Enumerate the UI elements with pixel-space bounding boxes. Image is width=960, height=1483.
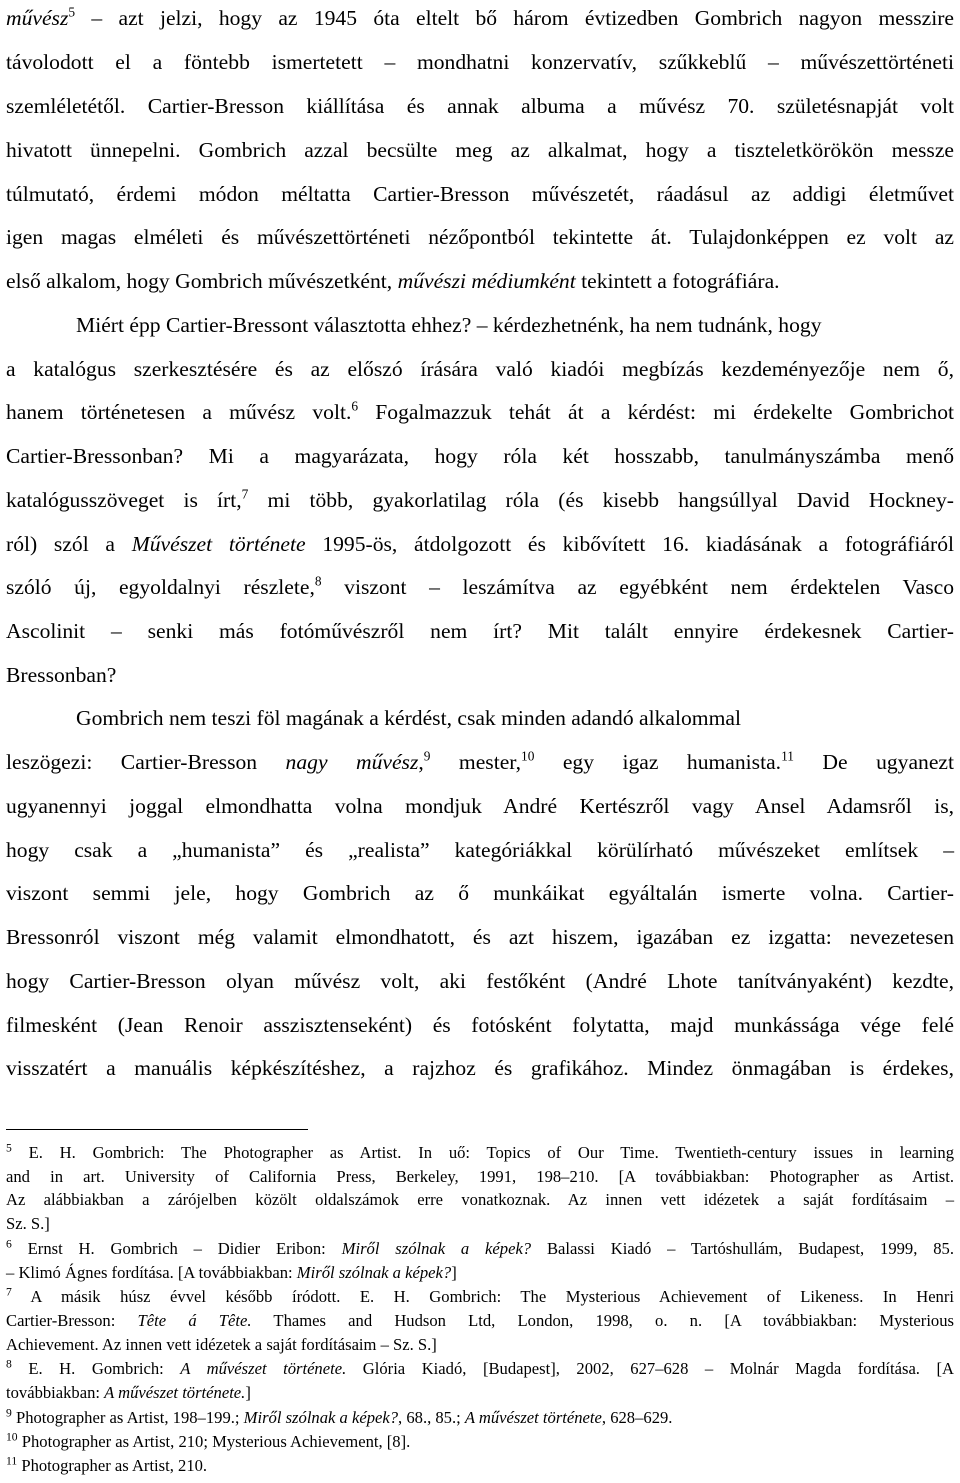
text-run: Thames and Hudson Ltd, London, 1998, o. n. [A továbbiakban: Mysterious: [251, 1311, 954, 1330]
text-line: visszatért a manuális képkészítéshez, a rajzhoz és grafikához. Mindez önmagában is érdekes,: [6, 1056, 954, 1080]
italic-term: nagy művész: [285, 750, 419, 774]
footnote-line: Az alábbiakban a zárójelben közölt oldalszámok erre vonatkoznak. Az innen vett idézetek a saját fordításaim –: [6, 1190, 954, 1209]
text-run: mester,: [430, 750, 522, 774]
text-run: E. H. Gombrich:: [11, 1359, 181, 1378]
italic-title: A művészet története: [464, 1408, 602, 1427]
text-line: igen magas elméleti és művészettörténeti nézőpontból tekintette át. Tulajdonképpen ez volt az: [6, 225, 954, 249]
footnote-separator: [6, 1129, 308, 1130]
italic-term: művész: [6, 6, 69, 30]
text-line: ugyanennyi joggal elmondhatta volna mondjuk André Kertészről vagy Ansel Adamsről is,: [6, 794, 954, 818]
text-run: – Klimó Ágnes fordítása. [A továbbiakban:: [6, 1263, 297, 1282]
italic-title: Miről szólnak a képek?: [296, 1263, 452, 1282]
text-line: Miért épp Cartier-Bressont választotta ehhez? – kérdezhetnénk, ha nem tudnánk, hogy: [76, 313, 822, 337]
footnote-number: 9: [6, 1406, 12, 1420]
footnote-number: 6: [6, 1237, 12, 1251]
italic-title: Miről szólnak a képek?: [341, 1239, 532, 1258]
text-run: Photographer as Artist, 198–199.;: [11, 1408, 244, 1427]
text-run: ról) szól a: [6, 532, 132, 556]
footnote-line: [6, 1286, 954, 1308]
footnote-ref[interactable]: 11: [781, 748, 794, 764]
footnote-line: [6, 1407, 954, 1429]
text-run: tekintett a fotográfiára.: [575, 269, 780, 293]
text-run: 1995-ös, átdolgozott és kibővített 16. kiadásának a fotográfiáról: [305, 532, 954, 556]
footnote-number: 10: [6, 1430, 18, 1444]
text-run: Photographer as Artist, 210; Mysterious Achievement, [8].: [17, 1432, 411, 1451]
text-run: De ugyanezt: [793, 750, 955, 774]
text-run: továbbiakban:: [6, 1383, 105, 1402]
footnote-number: 7: [6, 1285, 12, 1299]
text-line: hogy Cartier-Bresson olyan művész volt, aki festőként (André Lhote tanítványaként) kezdte,: [6, 969, 954, 993]
text-line: Bressonról viszont még valamit elmondhatott, és azt hiszem, igazában ez izgatta: nevezetesen: [6, 925, 954, 949]
footnote-ref[interactable]: 7: [241, 486, 249, 502]
text-line: [6, 3, 954, 33]
footnote-line: [6, 1382, 954, 1404]
text-run: – azt jelzi, hogy az 1945 óta eltelt bő három évtizedben Gombrich nagyon messzire: [75, 6, 954, 30]
text-run: szóló új, egyoldalnyi részlete,: [6, 575, 315, 599]
footnote-line: [6, 1142, 954, 1164]
text-run: viszont – leszámítva az egyébként nem érdektelen Vasco: [321, 575, 955, 599]
italic-term: művészi médiumként: [397, 269, 576, 293]
italic-title: A művészet története.: [104, 1383, 246, 1402]
text-line: [6, 529, 954, 559]
text-run: ]: [245, 1383, 251, 1402]
text-line: [6, 747, 954, 777]
text-run: , 68., 85.;: [398, 1408, 465, 1427]
footnote-line: [6, 1310, 954, 1332]
footnote-ref[interactable]: 5: [68, 4, 76, 20]
text-run: Fogalmazzuk tehát át a kérdést: mi érdekelte Gombrichot: [358, 400, 954, 424]
footnote-number: 11: [6, 1454, 18, 1468]
footnote-line: Achievement. Az innen vett idézetek a saját fordításaim – Sz. S.]: [6, 1335, 437, 1354]
text-run: hanem történetesen a művész volt.: [6, 400, 352, 424]
text-line: viszont semmi jele, hogy Gombrich az ő munkáikat egyáltalán ismerte volna. Cartier-: [6, 881, 954, 905]
text-run: E. H. Gombrich: The Photographer as Artist. In uő: Topics of Our Time. Twentieth-century issues in learning: [11, 1143, 954, 1162]
footnote-line: [6, 1455, 954, 1477]
text-run: A másik húsz évvel később íródott. E. H. Gombrich: The Mysterious Achievement of Likeness. In Henri: [11, 1287, 954, 1306]
text-line: hogy csak a „humanista” és „realista” kategóriákkal körülírható művészeket említsek –: [6, 838, 954, 862]
text-run: Photographer as Artist, 210.: [17, 1456, 208, 1475]
text-run: , 628–629.: [601, 1408, 673, 1427]
italic-title: A művészet története.: [180, 1359, 347, 1378]
text-run: egy igaz humanista.: [534, 750, 782, 774]
text-run: Cartier-Bresson:: [6, 1311, 138, 1330]
text-line: Gombrich nem teszi föl magának a kérdést, csak minden adandó alkalommal: [76, 706, 741, 730]
footnote-line: [6, 1262, 954, 1284]
text-run: Ernst H. Gombrich – Didier Eribon:: [11, 1239, 342, 1258]
footnote-ref[interactable]: 6: [351, 398, 359, 414]
footnote-number: 5: [6, 1141, 12, 1155]
text-line: [6, 572, 954, 602]
footnote-line: [6, 1431, 954, 1453]
footnote-line: [6, 1358, 954, 1380]
text-run: első alkalom, hogy Gombrich művészetként,: [6, 269, 398, 293]
text-line: [6, 397, 954, 427]
text-line: Bressonban?: [6, 663, 117, 687]
italic-title: Művészet története: [131, 532, 306, 556]
text-run: Glória Kiadó, [Budapest], 2002, 627–628 – Molnár Magda fordítása. [A: [346, 1359, 955, 1378]
text-run: mi több, gyakorlatilag róla (és kisebb hangsúllyal David Hockney-: [248, 488, 955, 512]
footnote-ref[interactable]: 8: [314, 573, 322, 589]
text-run: Balassi Kiadó – Tartóshullám, Budapest, 1999, 85.: [531, 1239, 954, 1258]
text-run: ]: [451, 1263, 457, 1282]
text-line: [6, 266, 954, 296]
text-line: Cartier-Bressonban? Mi a magyarázata, hogy róla két hosszabb, tanulmányszámba menő: [6, 444, 954, 468]
text-line: túlmutató, érdemi módon méltatta Cartier-Bresson művészetét, ráadásul az addigi életművet: [6, 182, 954, 206]
italic-title: Tête á Tête.: [137, 1311, 252, 1330]
text-line: Ascolinit – senki más fotóművészről nem írt? Mit talált ennyire érdekesnek Cartier-: [6, 619, 954, 643]
text-run: leszögezi: Cartier-Bresson: [6, 750, 286, 774]
footnote-line: and in art. University of California Press, Berkeley, 1991, 198–210. [A továbbiakban: Photographer as Artist.: [6, 1167, 954, 1186]
footnote-number: 8: [6, 1357, 12, 1371]
footnote-ref[interactable]: 10: [521, 748, 535, 764]
footnote-ref[interactable]: 9: [423, 748, 431, 764]
text-run: katalógusszöveget is írt,: [6, 488, 242, 512]
text-line: a katalógus szerkesztésére és az előszó írására való kiadói megbízás kezdeményezője nem ő,: [6, 357, 954, 381]
footnote-line: Sz. S.]: [6, 1214, 50, 1233]
text-line: [6, 485, 954, 515]
text-run: ,: [418, 750, 424, 774]
italic-title: Miről szólnak a képek?: [243, 1408, 399, 1427]
footnote-line: [6, 1238, 954, 1260]
text-line: filmesként (Jean Renoir asszisztenseként) és fotósként folytatta, majd munkássága vége felé: [6, 1013, 954, 1037]
text-line: hivatott ünnepelni. Gombrich azzal becsülte meg az alkalmat, hogy a tiszteletkörökön messze: [6, 138, 954, 162]
text-line: távolodott el a föntebb ismertetett – mondhatni konzervatív, szűkkeblű – művészettörténeti: [6, 50, 954, 74]
text-line: szemléletétől. Cartier-Bresson kiállítása és annak albuma a művész 70. születésnapját volt: [6, 94, 954, 118]
